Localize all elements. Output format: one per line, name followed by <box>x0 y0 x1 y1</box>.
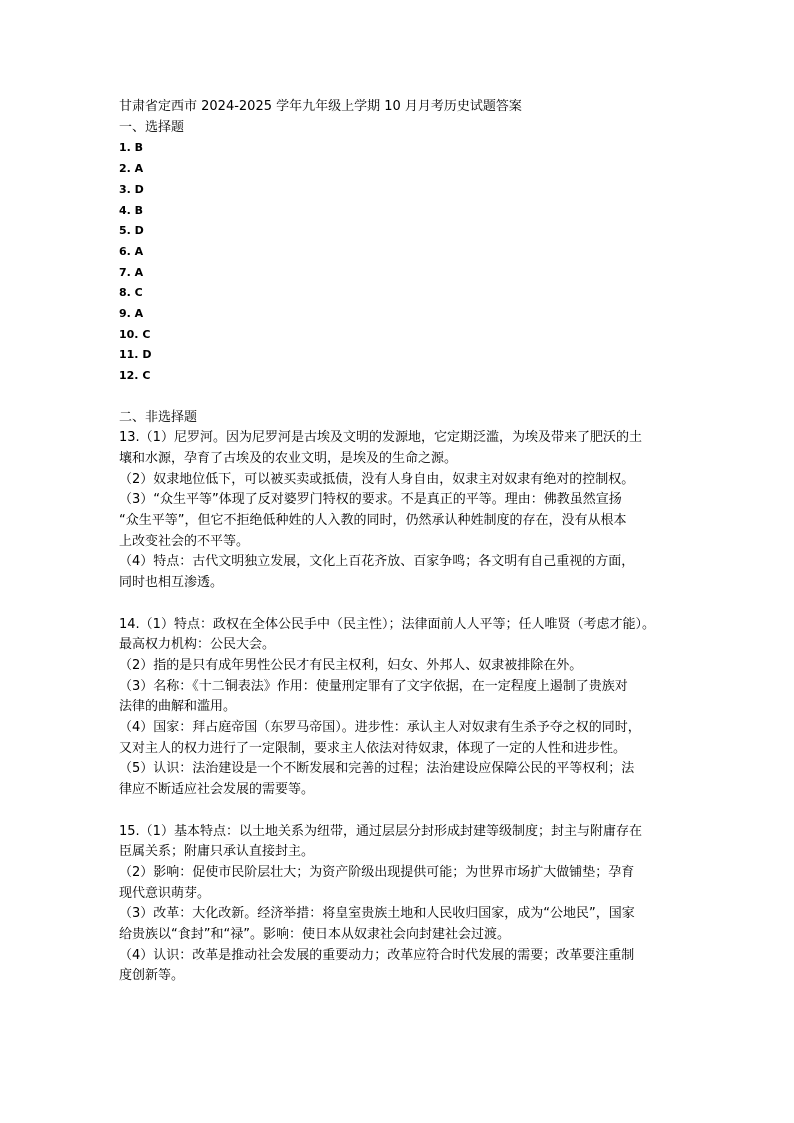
answer-line: 法律的曲解和滥用。 <box>119 699 237 715</box>
answer-line: （3）名称：《十二铜表法》作用：使量刑定罪有了文字依据，在一定程度上遏制了贵族对 <box>119 678 628 694</box>
answer-line: 同时也相互渗透。 <box>119 575 224 591</box>
answer-line: 臣属关系；附庸只承认直接封主。 <box>119 844 315 860</box>
answer-line: 度创新等。 <box>119 968 185 984</box>
answer-line: 13.（1）尼罗河。因为尼罗河是古埃及文明的发源地，它定期泛滥，为埃及带来了肥沃的土 <box>119 430 642 446</box>
choice-answer: 11. D <box>119 348 152 362</box>
answer-line: 又对主人的权力进行了一定限制，要求主人依法对待奴隶，体现了一定的人性和进步性。 <box>119 740 627 756</box>
answer-line: 14.（1）特点：政权在全体公民手中（民主性）；法律面前人人平等；任人唯贤（考虑才能）。 <box>119 616 655 632</box>
answer-line: （4）认识：改革是推动社会发展的重要动力；改革应符合时代发展的需要；改革要注重制 <box>119 947 635 963</box>
choice-answer: 2. A <box>119 162 144 176</box>
answer-line: 上改变社会的不平等。 <box>119 533 250 549</box>
choice-answer: 5. D <box>119 224 144 238</box>
answer-line: 给贵族以“食封”和“禄”。影响：使日本从奴隶社会向封建社会过渡。 <box>119 927 510 943</box>
choice-answer: 12. C <box>119 369 151 383</box>
answer-line: （2）影响：促使市民阶层壮大；为资产阶级出现提供可能；为世界市场扩大做铺垫；孕育 <box>119 864 635 880</box>
choice-answer-list <box>119 138 709 386</box>
answer-line: 现代意识萌芽。 <box>119 885 211 901</box>
choice-answer: 8. C <box>119 286 143 300</box>
choice-answer: 10. C <box>119 327 151 341</box>
choice-answer: 1. B <box>119 141 144 155</box>
choice-answer: 3. D <box>119 182 144 196</box>
choice-answer: 7. A <box>119 265 144 279</box>
answer-line: “众生平等”，但它不拒绝低种姓的人入教的同时，仍然承认种姓制度的存在，没有从根本 <box>119 513 627 529</box>
spacer <box>119 594 709 615</box>
answer-line: （2）奴隶地位低下，可以被买卖或抵债，没有人身自由，奴隶主对奴隶有绝对的控制权。 <box>119 471 635 487</box>
answer-line: （2）指的是只有成年男性公民才有民主权利，妇女、外邦人、奴隶被排除在外。 <box>119 657 583 673</box>
choice-answer: 9. A <box>119 307 144 321</box>
spacer <box>119 387 709 408</box>
choice-answer: 4. B <box>119 203 144 217</box>
choice-answer: 6. A <box>119 244 144 258</box>
section-heading-nonchoice: 二、非选择题 <box>119 409 198 425</box>
answer-line: （3）改革：大化改新。经济举措：将皇室贵族土地和人民收归国家，成为“公地民”，国家 <box>119 906 635 922</box>
answer-line: 律应不断适应社会发展的需要等。 <box>119 782 315 798</box>
question-14-answer <box>119 615 709 801</box>
answer-line: 壤和水源，孕育了古埃及的农业文明，是埃及的生命之源。 <box>119 450 458 466</box>
section-heading-choice: 一、选择题 <box>119 119 185 135</box>
question-15-answer <box>119 822 709 988</box>
answer-line: 15.（1）基本特点：以土地关系为纽带，通过层层分封形成封建等级制度；封主与附庸存在 <box>119 823 642 839</box>
answer-line: （4）特点：古代文明独立发展，文化上百花齐放、百家争鸣；各文明有自己重视的方面， <box>119 554 635 570</box>
question-13-answer <box>119 428 709 594</box>
document-title: 甘肃省定西市 2024-2025 学年九年级上学期 10 月月考历史试题答案 <box>119 99 522 114</box>
answer-line: （5）认识：法治建设是一个不断发展和完善的过程；法治建设应保障公民的平等权利；法 <box>119 761 635 777</box>
answer-line: 最高权力机构：公民大会。 <box>119 637 276 653</box>
answer-document <box>119 97 709 987</box>
answer-line: （4）国家：拜占庭帝国（东罗马帝国）。进步性：承认主人对奴隶有生杀予夺之权的同时， <box>119 720 641 736</box>
spacer <box>119 801 709 822</box>
answer-line: （3）“众生平等”体现了反对婆罗门特权的要求。不是真正的平等。理由：佛教虽然宣扬 <box>119 492 622 508</box>
